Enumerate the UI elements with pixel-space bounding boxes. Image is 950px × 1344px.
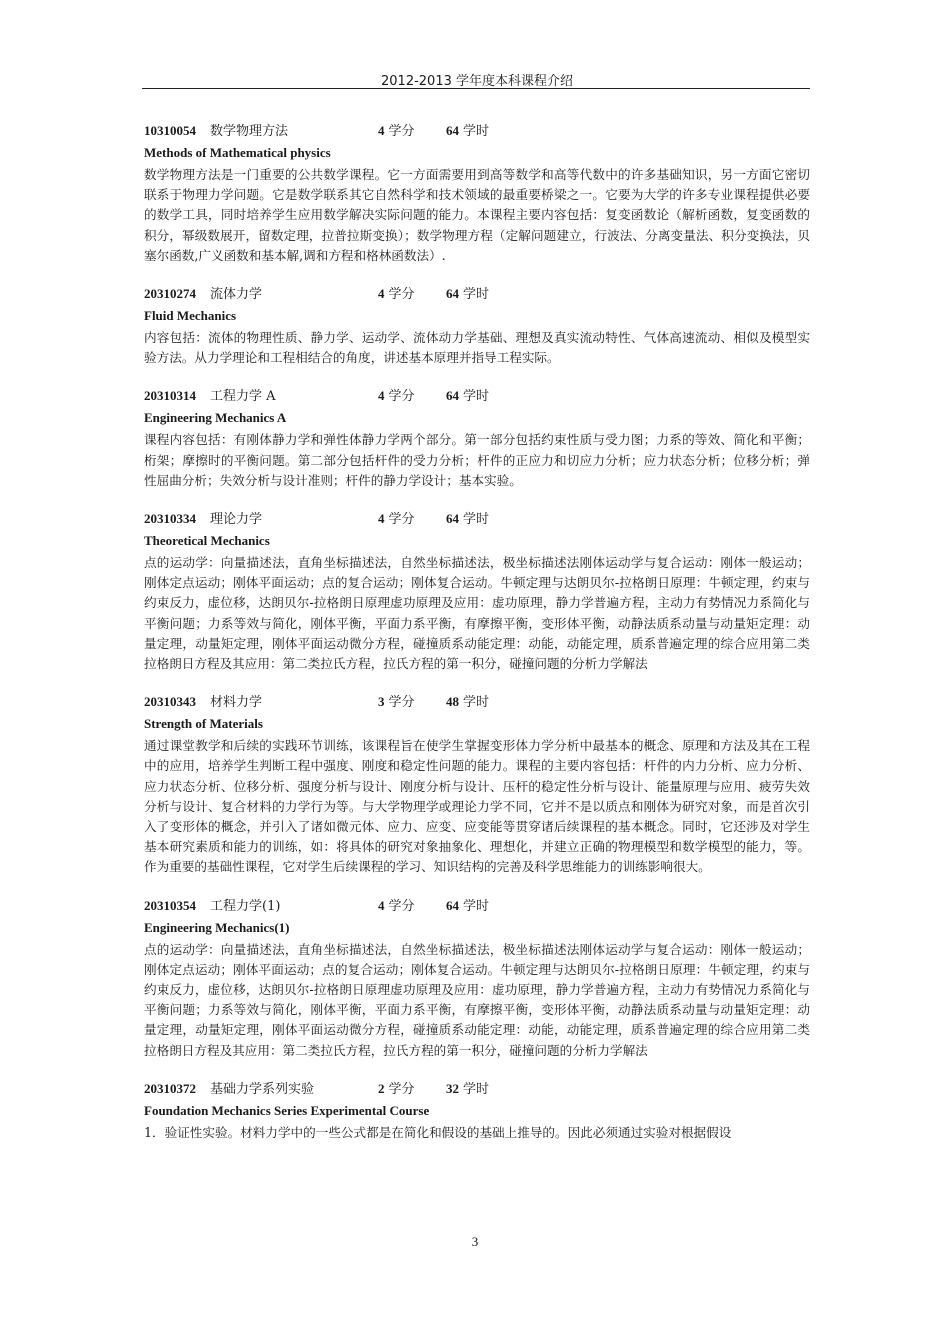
course-hours (446, 895, 489, 914)
credits-value: 2 (378, 1080, 385, 1096)
hours-value: 64 (446, 388, 459, 404)
course-credits (378, 120, 446, 139)
course-heading (144, 1078, 810, 1098)
course-description: 课程内容包括：有刚体静力学和弹性体静力学两个部分。第一部分包括约束性质与受力图；力系的等效、简化和平衡；桁架；摩擦时的平衡问题。第二部分包括杆件的受力分析；杆件的正应力和切应力分析；应力状态分析；位移分析；弹性屈曲分析；失效分析与设计准则；杆件的静力学设计；基本实验。 (144, 432, 810, 488)
course-hours (446, 508, 489, 527)
course-heading (144, 895, 810, 915)
credits-unit: 学分 (388, 898, 415, 914)
course-english-name: Theoretical Mechanics (144, 533, 270, 549)
hours-unit: 学时 (463, 287, 490, 303)
course-hours (446, 385, 489, 404)
course-entry (144, 120, 810, 266)
hours-value: 64 (446, 897, 459, 913)
course-code: 10310054 (144, 123, 196, 138)
course-name: 理论力学 (210, 512, 263, 528)
course-credits (378, 895, 446, 914)
course-english-name: Foundation Mechanics Series Experimental Course (144, 1102, 430, 1118)
hours-value: 64 (446, 123, 459, 138)
hours-value: 64 (446, 511, 459, 527)
credits-unit: 学分 (388, 287, 415, 303)
course-list (144, 120, 810, 1160)
course-entry (144, 1078, 810, 1143)
header-divider (142, 88, 810, 89)
course-credits (378, 283, 446, 302)
hours-value: 64 (446, 286, 459, 302)
hours-unit: 学时 (463, 512, 490, 528)
credits-value: 4 (378, 511, 385, 527)
course-english-name: Engineering Mechanics A (144, 410, 287, 426)
course-entry (144, 385, 810, 491)
credits-value: 4 (378, 897, 385, 913)
course-name: 基础力学系列实验 (210, 1081, 315, 1097)
course-code: 20310354 (144, 897, 196, 913)
course-credits (378, 385, 446, 404)
course-hours (446, 691, 489, 710)
course-name: 工程力学 A (210, 389, 276, 405)
course-name: 材料力学 (210, 695, 263, 711)
course-heading (144, 120, 810, 140)
course-description: 内容包括：流体的物理性质、静力学、运动学、流体动力学基础、理想及真实流动特性、气体高速流动、相似及模型实验方法。从力学理论和工程相结合的角度，讲述基本原理并指导工程实际。 (144, 330, 810, 366)
page-number: 3 (471, 1234, 479, 1249)
course-description: 数学物理方法是一门重要的公共数学课程。它一方面需要用到高等数学和高等代数中的许多基础知识，另一方面它密切联系于物理力学问题。它是数学联系其它自然科学和技术领域的最重要桥梁之一。它要为大学的许多专业课程提供必要的数学工具，同时培养学生应用数学解决实际问题的能力。本课程主要内容包括：复变函数论（解析函数，复变函数的积分，幂级数展开，留数定理，拉普拉斯变换）；数学物理方程（定解问题建立，行波法、分离变量法、积分变换法，贝塞尔函数,广义函数和基本解,调和方程和格林函数法）. (144, 167, 810, 263)
credits-value: 4 (378, 123, 385, 138)
credits-unit: 学分 (388, 695, 415, 711)
credits-value: 4 (378, 286, 385, 302)
credits-value: 4 (378, 388, 385, 404)
page-header-title: 2012-2013 学年度本科课程介绍 (381, 74, 573, 89)
hours-unit: 学时 (463, 389, 490, 405)
course-description: 点的运动学：向量描述法，直角坐标描述法，自然坐标描述法，极坐标描述法刚体运动学与复合运动：刚体一般运动；刚体定点运动；刚体平面运动；点的复合运动；刚体复合运动。牛顿定理与达朗贝尔-拉格朗日原理：牛顿定理，约束与约束反力，虚位移，达朗贝尔-拉格朗日原理虚功原理及应用：虚功原理，静力学普遍方程，主动力有势情况力系简化与平衡问题；力系等效与简化，刚体平衡，平面力系平衡，有摩擦平衡，变形体平衡，动静法质系动量与动量矩定理：动量定理，动量矩定理，刚体平面运动微分方程，碰撞质系动能定理：动能，动能定理，质系普遍定理的综合应用第二类拉格朗日方程及其应用：第二类拉氏方程，拉氏方程的第一积分，碰撞问题的分析力学解法 (144, 555, 810, 672)
course-hours (446, 283, 489, 302)
course-code: 20310343 (144, 694, 196, 710)
hours-value: 32 (446, 1080, 459, 1096)
course-english-name: Methods of Mathematical physics (144, 145, 331, 160)
hours-value: 48 (446, 694, 459, 710)
hours-unit: 学时 (463, 695, 490, 711)
course-heading (144, 385, 810, 405)
credits-value: 3 (378, 694, 385, 710)
credits-unit: 学分 (388, 124, 415, 139)
credits-unit: 学分 (388, 512, 415, 528)
hours-unit: 学时 (463, 898, 490, 914)
course-name: 流体力学 (210, 287, 263, 303)
hours-unit: 学时 (463, 1081, 490, 1097)
course-code: 20310334 (144, 511, 196, 527)
hours-unit: 学时 (463, 124, 490, 139)
course-name: 工程力学(1) (210, 898, 281, 914)
course-code: 20310314 (144, 388, 196, 404)
course-hours (446, 1078, 489, 1097)
course-credits (378, 1078, 446, 1097)
course-description: 点的运动学：向量描述法，直角坐标描述法，自然坐标描述法，极坐标描述法刚体运动学与复合运动：刚体一般运动；刚体定点运动；刚体平面运动；点的复合运动；刚体复合运动。牛顿定理与达朗贝尔-拉格朗日原理：牛顿定理，约束与约束反力，虚位移，达朗贝尔-拉格朗日原理虚功原理及应用：虚功原理，静力学普遍方程，主动力有势情况力系简化与平衡问题；力系等效与简化，刚体平衡，平面力系平衡，有摩擦平衡，变形体平衡，动静法质系动量与动量矩定理：动量定理，动量矩定理，刚体平面运动微分方程，碰撞质系动能定理：动能，动能定理，质系普遍定理的综合应用第二类拉格朗日方程及其应用：第二类拉氏方程，拉氏方程的第一积分，碰撞问题的分析力学解法 (144, 941, 810, 1058)
course-name: 数学物理方法 (210, 124, 289, 139)
course-description: 通过课堂教学和后续的实践环节训练，该课程旨在使学生掌握变形体力学分析中最基本的概念、原理和方法及其在工程中的应用，培养学生判断工程中强度、刚度和稳定性问题的能力。课程的主要内容包括：杆件的内力分析、应力分析、应力状态分析、位移分析、强度分析与设计、刚度分析与设计、压杆的稳定性分析与设计、能量原理与应用、疲劳失效分析与设计、复合材料的力学行为等。与大学物理学或理论力学不同，它并不是以质点和刚体为研究对象，而是首次引入了变形体的概念，并引入了诸如微元体、应力、应变、应变能等贯穿诸后续课程的基本概念。同时，它还涉及对学生基本研究素质和能力的训练，如：将具体的研究对象抽象化、理想化，并建立正确的物理模型和数学模型的能力，等。作为重要的基础性课程，它对学生后续课程的学习、知识结构的完善及科学思维能力的训练影响很大。 (144, 738, 810, 875)
credits-unit: 学分 (388, 389, 415, 405)
course-code: 20310372 (144, 1080, 196, 1096)
course-credits (378, 508, 446, 527)
course-heading (144, 283, 810, 303)
course-entry (144, 508, 810, 674)
course-english-name: Engineering Mechanics(1) (144, 919, 290, 935)
course-code: 20310274 (144, 286, 196, 302)
course-heading (144, 691, 810, 711)
course-entry (144, 691, 810, 877)
course-english-name: Fluid Mechanics (144, 308, 237, 324)
course-credits (378, 691, 446, 710)
course-heading (144, 508, 810, 528)
course-entry (144, 283, 810, 368)
course-description: 1．验证性实验。材料力学中的一些公式都是在简化和假设的基础上推导的。因此必须通过实验对根据假设 (144, 1124, 732, 1140)
course-hours (446, 120, 489, 139)
course-entry (144, 895, 810, 1061)
credits-unit: 学分 (388, 1081, 415, 1097)
course-english-name: Strength of Materials (144, 716, 263, 732)
